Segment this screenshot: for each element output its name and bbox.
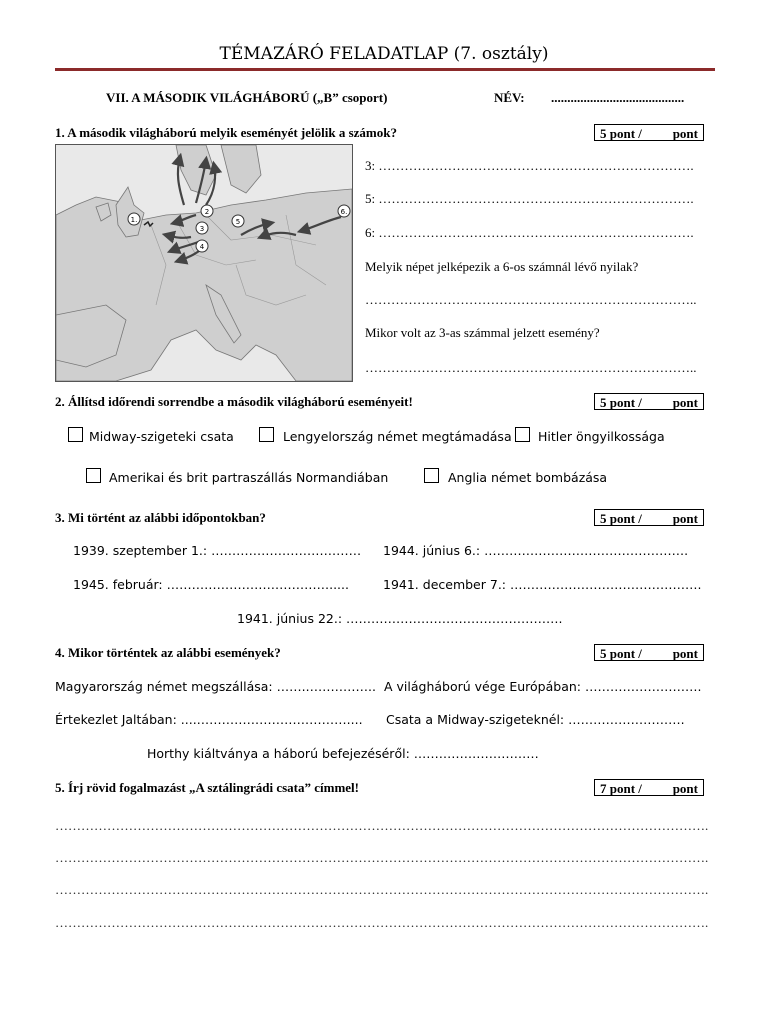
item-midway: Midway-szigeteki csata [89,429,234,444]
essay-line[interactable]: ……………………………………………………………………………………………………………………………………. [55,915,709,930]
title-rule [55,68,715,71]
answer-line-1b[interactable]: ………………………………………………………………….. [365,360,697,375]
date-row-2a[interactable]: 1945. február: …………………………………..... [73,577,349,592]
essay-line[interactable]: ……………………………………………………………………………………………………………………………………. [55,818,709,833]
points-unit: pont [672,781,698,796]
question-1a: Melyik népet jelképezik a 6-os számnál lévő nyilak? [365,259,639,274]
points-box-3 [594,509,704,526]
item-poland: Lengyelország német megtámadása [283,429,512,444]
checkbox-normandy[interactable] [86,468,101,483]
date-row-1a[interactable]: 1939. szeptember 1.: ……………………………… [73,543,362,558]
points-unit: pont [672,395,698,410]
answer-line-6[interactable]: 6: ………………………………………………………………. [365,225,694,240]
checkbox-england[interactable] [424,468,439,483]
page-title: TÉMAZÁRÓ FELADATLAP (7. osztály) [219,44,549,64]
event-row-2a[interactable]: Értekezlet Jaltában: ....……………………………….... [55,712,363,727]
points-value: 5 pont / [600,511,642,526]
question-4: 4. Mikor történtek az alábbi események? [55,645,281,660]
event-row-2b[interactable]: Csata a Midway-szigeteknél: ………………………. [386,712,685,727]
question-1: 1. A második világháború melyik eseményét jelölik a számok? [55,125,397,140]
item-hitler: Hitler öngyilkossága [538,429,665,444]
points-value: 5 pont / [600,126,642,141]
name-label: NÉV: [494,90,525,105]
question-3: 3. Mi történt az alábbi időpontokban? [55,510,266,525]
answer-line-3[interactable]: 3: ………………………………………………………………. [365,158,694,173]
map-marker-2: 2 [204,208,210,216]
answer-line-5[interactable]: 5: ………………………………………………………………. [365,191,694,206]
checkbox-midway[interactable] [68,427,83,442]
date-row-1b[interactable]: 1944. június 6.: …………………………………………. [383,543,689,558]
europe-map [55,144,353,382]
points-unit: pont [672,511,698,526]
essay-line[interactable]: ……………………………………………………………………………………………………………………………………. [55,850,709,865]
points-value: 5 pont / [600,646,642,661]
map-marker-1: 1. [130,216,138,224]
essay-line[interactable]: ……………………………………………………………………………………………………………………………………. [55,882,709,897]
points-box-5 [594,779,704,796]
points-box-1 [594,124,704,141]
map-marker-3: 3 [199,225,205,233]
item-normandy: Amerikai és brit partraszállás Normandiában [109,470,389,485]
map-marker-4: 4 [199,243,205,251]
map-marker-6: 6. [340,208,348,216]
points-unit: pont [672,126,698,141]
event-row-1b[interactable]: A világháború vége Európában: ………………………. [384,679,702,694]
map-marker-5: 5 [235,218,241,226]
answer-line-1a[interactable]: ………………………………………………………………….. [365,292,697,307]
event-row-3[interactable]: Horthy kiáltványa a háború befejezéséről: ………………………… [147,746,539,761]
points-value: 7 pont / [600,781,642,796]
points-box-4 [594,644,704,661]
checkbox-hitler[interactable] [515,427,530,442]
item-england: Anglia német bombázása [448,470,608,485]
checkbox-poland[interactable] [259,427,274,442]
event-row-1a[interactable]: Magyarország német megszállása: …….…………….. [55,679,377,694]
points-unit: pont [672,646,698,661]
date-row-2b[interactable]: 1941. december 7.: ………………………………………. [383,577,702,592]
name-field[interactable]: ......................................... [551,90,685,105]
question-5: 5. Írj rövid fogalmazást „A sztálingrádi csata” címmel! [55,780,360,795]
points-value: 5 pont / [600,395,642,410]
section-subtitle: VII. A MÁSODIK VILÁGHÁBORÚ („B” csoport) [106,90,388,105]
question-1b: Mikor volt az 3-as számmal jelzett esemény? [365,325,600,340]
points-box-2 [594,393,704,410]
date-row-3[interactable]: 1941. június 22.: ……………………………………………. [237,611,563,626]
question-2: 2. Állítsd időrendi sorrendbe a második világháború eseményeit! [55,394,413,409]
